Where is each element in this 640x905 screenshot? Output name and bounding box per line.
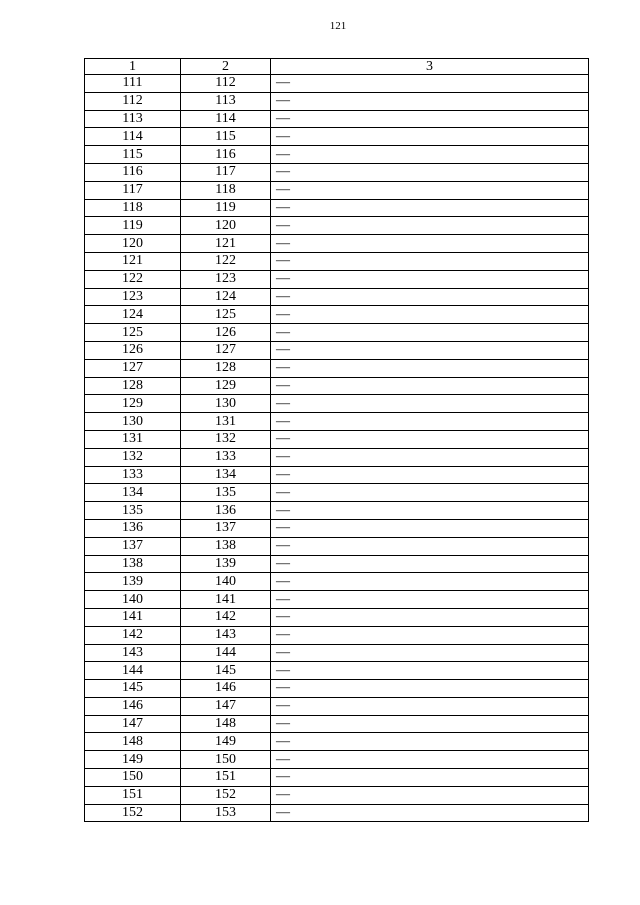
table-cell-col-1: 143 bbox=[85, 644, 181, 662]
column-header-3: 3 bbox=[271, 59, 589, 75]
cell-value: — bbox=[276, 805, 290, 821]
table-cell-col-3 bbox=[271, 288, 589, 306]
table-cell-col-1: 126 bbox=[85, 341, 181, 359]
table-cell-col-1: 127 bbox=[85, 359, 181, 377]
cell-value: — bbox=[276, 627, 290, 643]
table-row bbox=[85, 733, 589, 751]
table-cell-col-3 bbox=[271, 341, 589, 359]
table-cell-col-3 bbox=[271, 128, 589, 146]
table-cell-col-3 bbox=[271, 146, 589, 164]
table-row bbox=[85, 341, 589, 359]
table-cell-col-3 bbox=[271, 359, 589, 377]
table-row bbox=[85, 413, 589, 431]
table-cell-col-2: 128 bbox=[181, 359, 271, 377]
table-row bbox=[85, 502, 589, 520]
table-row bbox=[85, 626, 589, 644]
table-cell-col-2: 131 bbox=[181, 413, 271, 431]
table-row bbox=[85, 430, 589, 448]
table-cell-col-1: 130 bbox=[85, 413, 181, 431]
table-row bbox=[85, 252, 589, 270]
cell-value: — bbox=[276, 395, 290, 411]
table-row bbox=[85, 324, 589, 342]
cell-value: — bbox=[276, 644, 290, 660]
table-cell-col-3 bbox=[271, 502, 589, 520]
table-cell-col-3 bbox=[271, 75, 589, 93]
table-cell-col-2: 129 bbox=[181, 377, 271, 395]
table-cell-col-2: 153 bbox=[181, 804, 271, 822]
cell-value: — bbox=[276, 680, 290, 696]
cell-value: — bbox=[276, 342, 290, 358]
table-row bbox=[85, 395, 589, 413]
cell-value: — bbox=[276, 288, 290, 304]
table-cell-col-2: 118 bbox=[181, 181, 271, 199]
table-row bbox=[85, 769, 589, 787]
table-cell-col-3 bbox=[271, 715, 589, 733]
table-row bbox=[85, 644, 589, 662]
cell-value: — bbox=[276, 733, 290, 749]
table-cell-col-1: 136 bbox=[85, 519, 181, 537]
cell-value: — bbox=[276, 520, 290, 536]
table-cell-col-1: 114 bbox=[85, 128, 181, 146]
table-cell-col-3 bbox=[271, 555, 589, 573]
table-cell-col-3 bbox=[271, 786, 589, 804]
table-cell-col-2: 127 bbox=[181, 341, 271, 359]
table-cell-col-1: 141 bbox=[85, 608, 181, 626]
table-cell-col-2: 135 bbox=[181, 484, 271, 502]
table-cell-col-2: 137 bbox=[181, 519, 271, 537]
table-cell-col-1: 134 bbox=[85, 484, 181, 502]
table-cell-col-2: 114 bbox=[181, 110, 271, 128]
table-cell-col-3 bbox=[271, 163, 589, 181]
table-cell-col-3 bbox=[271, 804, 589, 822]
table-cell-col-3 bbox=[271, 626, 589, 644]
table-row bbox=[85, 786, 589, 804]
table-cell-col-3 bbox=[271, 644, 589, 662]
table-cell-col-2: 120 bbox=[181, 217, 271, 235]
table-cell-col-3 bbox=[271, 733, 589, 751]
table-cell-col-2: 142 bbox=[181, 608, 271, 626]
table-row bbox=[85, 715, 589, 733]
table-cell-col-1: 118 bbox=[85, 199, 181, 217]
table-cell-col-3 bbox=[271, 110, 589, 128]
table-cell-col-1: 116 bbox=[85, 163, 181, 181]
table-cell-col-1: 117 bbox=[85, 181, 181, 199]
table-cell-col-1: 149 bbox=[85, 751, 181, 769]
table-cell-col-1: 119 bbox=[85, 217, 181, 235]
cell-value: — bbox=[276, 306, 290, 322]
table-cell-col-1: 145 bbox=[85, 680, 181, 698]
cell-value: — bbox=[276, 591, 290, 607]
table-cell-col-3 bbox=[271, 252, 589, 270]
table-cell-col-1: 115 bbox=[85, 146, 181, 164]
cell-value: — bbox=[276, 164, 290, 180]
table-cell-col-2: 133 bbox=[181, 448, 271, 466]
table-cell-col-2: 139 bbox=[181, 555, 271, 573]
table-cell-col-2: 116 bbox=[181, 146, 271, 164]
table-cell-col-2: 148 bbox=[181, 715, 271, 733]
table-cell-col-2: 134 bbox=[181, 466, 271, 484]
table-cell-col-1: 120 bbox=[85, 235, 181, 253]
table-cell-col-1: 147 bbox=[85, 715, 181, 733]
table-body bbox=[85, 75, 589, 822]
table-cell-col-3 bbox=[271, 697, 589, 715]
table-row bbox=[85, 217, 589, 235]
cell-value: — bbox=[276, 324, 290, 340]
table-cell-col-2: 119 bbox=[181, 199, 271, 217]
table-cell-col-1: 121 bbox=[85, 252, 181, 270]
table-cell-col-1: 151 bbox=[85, 786, 181, 804]
table-cell-col-1: 146 bbox=[85, 697, 181, 715]
table-row bbox=[85, 359, 589, 377]
table-cell-col-3 bbox=[271, 484, 589, 502]
table-cell-col-3 bbox=[271, 573, 589, 591]
table-cell-col-3 bbox=[271, 680, 589, 698]
page-number: 121 bbox=[329, 20, 347, 32]
table-cell-col-1: 152 bbox=[85, 804, 181, 822]
table-cell-col-1: 144 bbox=[85, 662, 181, 680]
table-cell-col-1: 135 bbox=[85, 502, 181, 520]
table-row bbox=[85, 181, 589, 199]
cell-value: — bbox=[276, 253, 290, 269]
cell-value: — bbox=[276, 502, 290, 518]
table-cell-col-3 bbox=[271, 448, 589, 466]
table-row bbox=[85, 680, 589, 698]
table-row bbox=[85, 75, 589, 93]
table-cell-col-2: 151 bbox=[181, 769, 271, 787]
cell-value: — bbox=[276, 128, 290, 144]
cell-value: — bbox=[276, 698, 290, 714]
table-row bbox=[85, 235, 589, 253]
cell-value: — bbox=[276, 573, 290, 589]
cell-value: — bbox=[276, 271, 290, 287]
table-cell-col-2: 126 bbox=[181, 324, 271, 342]
table-cell-col-1: 112 bbox=[85, 92, 181, 110]
table-cell-col-3 bbox=[271, 537, 589, 555]
table-row bbox=[85, 751, 589, 769]
table-row bbox=[85, 519, 589, 537]
table-cell-col-1: 139 bbox=[85, 573, 181, 591]
cell-value: — bbox=[276, 751, 290, 767]
table-cell-col-1: 133 bbox=[85, 466, 181, 484]
table-cell-col-1: 113 bbox=[85, 110, 181, 128]
cell-value: — bbox=[276, 75, 290, 91]
table-cell-col-2: 140 bbox=[181, 573, 271, 591]
table-cell-col-3 bbox=[271, 519, 589, 537]
table-cell-col-2: 122 bbox=[181, 252, 271, 270]
table-cell-col-1: 131 bbox=[85, 430, 181, 448]
cell-value: — bbox=[276, 538, 290, 554]
table-cell-col-3 bbox=[271, 377, 589, 395]
table-cell-col-1: 124 bbox=[85, 306, 181, 324]
table-cell-col-2: 144 bbox=[181, 644, 271, 662]
cell-value: — bbox=[276, 146, 290, 162]
cell-value: — bbox=[276, 182, 290, 198]
table-cell-col-2: 112 bbox=[181, 75, 271, 93]
table-row bbox=[85, 591, 589, 609]
cell-value: — bbox=[276, 662, 290, 678]
table-row bbox=[85, 288, 589, 306]
cell-value: — bbox=[276, 609, 290, 625]
table-cell-col-1: 123 bbox=[85, 288, 181, 306]
table-row bbox=[85, 662, 589, 680]
table-cell-col-1: 128 bbox=[85, 377, 181, 395]
table-cell-col-2: 113 bbox=[181, 92, 271, 110]
table-row bbox=[85, 555, 589, 573]
table-cell-col-2: 130 bbox=[181, 395, 271, 413]
table-cell-col-1: 122 bbox=[85, 270, 181, 288]
table-row bbox=[85, 573, 589, 591]
table-cell-col-3 bbox=[271, 235, 589, 253]
table-header-row bbox=[85, 59, 589, 75]
table-row bbox=[85, 484, 589, 502]
column-header-1: 1 bbox=[85, 59, 181, 75]
table-cell-col-3 bbox=[271, 466, 589, 484]
table-cell-col-1: 129 bbox=[85, 395, 181, 413]
table-cell-col-3 bbox=[271, 608, 589, 626]
table-cell-col-3 bbox=[271, 217, 589, 235]
table-row bbox=[85, 377, 589, 395]
cell-value: — bbox=[276, 235, 290, 251]
cell-value: — bbox=[276, 787, 290, 803]
table-cell-col-3 bbox=[271, 751, 589, 769]
cell-value: — bbox=[276, 217, 290, 233]
table-cell-col-1: 140 bbox=[85, 591, 181, 609]
table-row bbox=[85, 804, 589, 822]
table-cell-col-2: 138 bbox=[181, 537, 271, 555]
table-cell-col-2: 143 bbox=[181, 626, 271, 644]
table-cell-col-1: 132 bbox=[85, 448, 181, 466]
cell-value: — bbox=[276, 93, 290, 109]
table-row bbox=[85, 448, 589, 466]
data-table bbox=[84, 58, 589, 822]
table-cell-col-2: 132 bbox=[181, 430, 271, 448]
table-row bbox=[85, 128, 589, 146]
table-cell-col-2: 115 bbox=[181, 128, 271, 146]
table-cell-col-3 bbox=[271, 199, 589, 217]
column-header-2: 2 bbox=[181, 59, 271, 75]
table-cell-col-2: 117 bbox=[181, 163, 271, 181]
table-cell-col-2: 124 bbox=[181, 288, 271, 306]
table-cell-col-3 bbox=[271, 270, 589, 288]
table-row bbox=[85, 199, 589, 217]
table-cell-col-2: 152 bbox=[181, 786, 271, 804]
cell-value: — bbox=[276, 360, 290, 376]
table-cell-col-3 bbox=[271, 662, 589, 680]
cell-value: — bbox=[276, 199, 290, 215]
table-cell-col-1: 138 bbox=[85, 555, 181, 573]
table-cell-col-1: 142 bbox=[85, 626, 181, 644]
table-cell-col-3 bbox=[271, 306, 589, 324]
cell-value: — bbox=[276, 413, 290, 429]
table-row bbox=[85, 537, 589, 555]
table-row bbox=[85, 306, 589, 324]
table-row bbox=[85, 110, 589, 128]
table-row bbox=[85, 697, 589, 715]
table-row bbox=[85, 608, 589, 626]
table-cell-col-2: 136 bbox=[181, 502, 271, 520]
table-cell-col-2: 141 bbox=[181, 591, 271, 609]
cell-value: — bbox=[276, 449, 290, 465]
table-cell-col-2: 149 bbox=[181, 733, 271, 751]
cell-value: — bbox=[276, 110, 290, 126]
table-row bbox=[85, 466, 589, 484]
cell-value: — bbox=[276, 484, 290, 500]
cell-value: — bbox=[276, 769, 290, 785]
table-cell-col-1: 150 bbox=[85, 769, 181, 787]
table-cell-col-1: 125 bbox=[85, 324, 181, 342]
cell-value: — bbox=[276, 431, 290, 447]
table-cell-col-3 bbox=[271, 769, 589, 787]
table-row bbox=[85, 270, 589, 288]
table-cell-col-3 bbox=[271, 92, 589, 110]
table-cell-col-2: 121 bbox=[181, 235, 271, 253]
cell-value: — bbox=[276, 716, 290, 732]
table-cell-col-2: 145 bbox=[181, 662, 271, 680]
table-cell-col-3 bbox=[271, 591, 589, 609]
table-cell-col-3 bbox=[271, 395, 589, 413]
table-cell-col-2: 125 bbox=[181, 306, 271, 324]
table-cell-col-2: 146 bbox=[181, 680, 271, 698]
table-cell-col-3 bbox=[271, 181, 589, 199]
table-cell-col-3 bbox=[271, 324, 589, 342]
cell-value: — bbox=[276, 377, 290, 393]
table-cell-col-3 bbox=[271, 413, 589, 431]
table-row bbox=[85, 146, 589, 164]
table-cell-col-1: 148 bbox=[85, 733, 181, 751]
table-cell-col-2: 147 bbox=[181, 697, 271, 715]
cell-value: — bbox=[276, 466, 290, 482]
cell-value: — bbox=[276, 555, 290, 571]
table-cell-col-1: 111 bbox=[85, 75, 181, 93]
table-cell-col-1: 137 bbox=[85, 537, 181, 555]
table-cell-col-2: 123 bbox=[181, 270, 271, 288]
table-cell-col-3 bbox=[271, 430, 589, 448]
table-row bbox=[85, 92, 589, 110]
table-cell-col-2: 150 bbox=[181, 751, 271, 769]
table-row bbox=[85, 163, 589, 181]
